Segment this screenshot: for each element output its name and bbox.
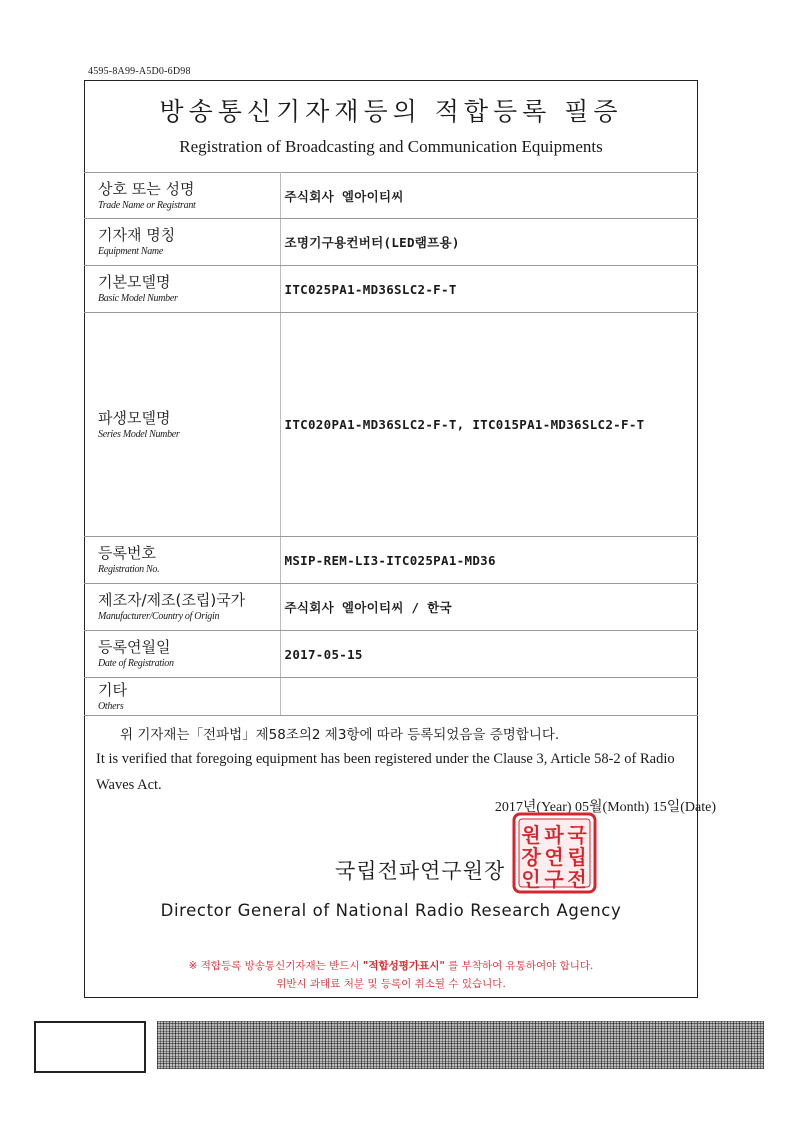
field-label-en: Date of Registration [98, 658, 174, 669]
seal-glyph: 국 [567, 823, 587, 847]
field-value-date-of-registration: 2017-05-15 [280, 631, 698, 678]
seal-glyph: 전 [567, 867, 587, 891]
issue-date: 2017년(Year) 05월(Month) 15일(Date) [494, 800, 716, 815]
field-label-ko: 제조자/제조(조립)국가 [98, 591, 246, 609]
verification-statement-en: It is verified that foregoing equipment has been registered under the Clause 3, Article 58-2 of Radio Waves Act. [96, 751, 675, 793]
field-label-ko: 기본모델명 [98, 273, 171, 291]
seal-glyph: 연 [544, 845, 564, 869]
field-value-others [280, 678, 698, 716]
field-label-ko: 상호 또는 성명 [98, 179, 195, 198]
agency-name-en: Director General of National Radio Research Agency [160, 901, 622, 920]
certificate-title-ko: 방송통신기자재등의 적합등록 필증 [159, 97, 623, 126]
certificate-title-en: Registration of Broadcasting and Communication Equipments [179, 137, 603, 156]
seal-glyph: 장 [521, 845, 541, 869]
field-label-ko: 파생모델명 [98, 408, 171, 427]
verification-statement-ko: 위 기자재는「전파법」제58조의2 제3항에 따라 등록되었음을 증명합니다. [120, 727, 560, 743]
field-label-en: Basic Model Number [98, 293, 178, 304]
agency-name-ko: 국립전파연구원장 [335, 859, 506, 883]
field-label-en: Equipment Name [98, 246, 163, 257]
field-label-en: Registration No. [98, 564, 160, 575]
notice-line-1 [84, 958, 698, 973]
notice-line-1-post: 를 부착하여 유통하여야 합니다. [444, 960, 594, 972]
corner-box [34, 1021, 146, 1073]
field-value-series-model: ITC020PA1-MD36SLC2-F-T, ITC015PA1-MD36SLC2-F-T [280, 313, 698, 537]
field-label-en: Series Model Number [98, 428, 180, 440]
seal-glyph: 원 [521, 823, 541, 847]
field-row-manufacturer [84, 584, 698, 631]
notice-line-1-emphasis: "적합성평가표시" [362, 960, 445, 972]
field-label-en: Manufacturer/Country of Origin [98, 611, 220, 622]
field-value-basic-model: ITC025PA1-MD36SLC2-F-T [280, 266, 698, 313]
seal-glyph: 구 [544, 867, 564, 891]
field-label-en: Others [98, 700, 124, 712]
field-label-ko: 기타 [98, 680, 127, 699]
seal-glyph: 립 [567, 845, 587, 869]
registration-info-table [84, 172, 698, 716]
notice-line-1-pre: ※ 적합등록 방송통신기자재는 반드시 [188, 960, 363, 972]
field-label-ko: 등록연월일 [98, 638, 171, 656]
field-row-others [84, 678, 698, 716]
field-row-basic-model [84, 266, 698, 313]
official-seal-stamp [512, 812, 597, 894]
field-row-trade-name [84, 173, 698, 219]
field-row-equipment-name [84, 219, 698, 266]
seal-glyph: 인 [521, 867, 541, 891]
field-label-ko: 등록번호 [98, 544, 156, 562]
field-value-equipment-name: 조명기구용컨버터(LED램프용) [280, 219, 698, 266]
field-label-en: Trade Name or Registrant [98, 199, 196, 211]
document-id: 4595-8A99-A5D0-6D98 [88, 66, 191, 77]
field-value-manufacturer: 주식회사 엘아이티씨 / 한국 [280, 584, 698, 631]
field-row-series-model [84, 313, 698, 537]
field-value-registration-no: MSIP-REM-LI3-ITC025PA1-MD36 [280, 537, 698, 584]
field-label-ko: 기자재 명칭 [98, 226, 176, 244]
notice-line-2: 위반시 과태료 처분 및 등록이 취소될 수 있습니다. [276, 978, 506, 990]
field-row-date-of-registration [84, 631, 698, 678]
security-pattern-strip [157, 1021, 764, 1069]
seal-glyph: 파 [544, 823, 564, 847]
field-value-trade-name: 주식회사 엘아이티씨 [280, 173, 698, 219]
field-row-registration-no [84, 537, 698, 584]
